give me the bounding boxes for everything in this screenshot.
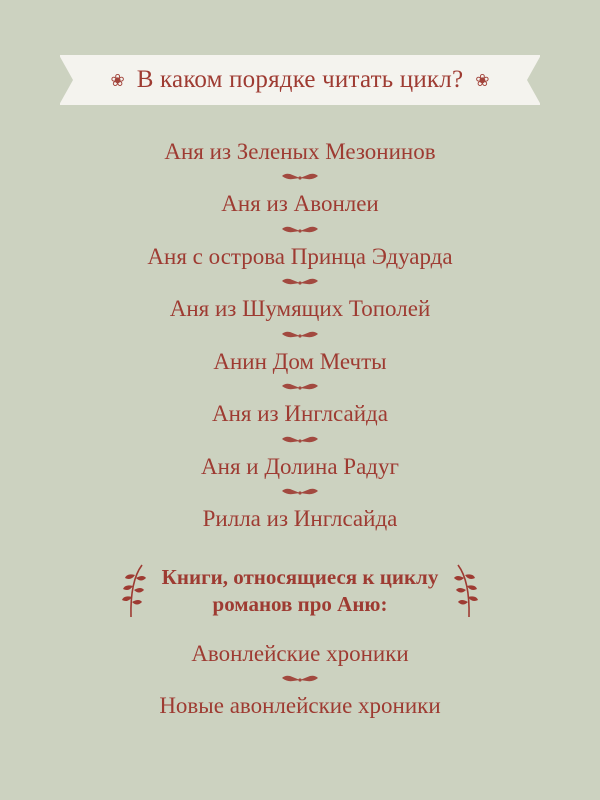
leaf-divider-icon [277,270,323,296]
related-section-heading [122,563,479,619]
branch-ornament-left-icon [122,563,148,619]
list-item: Аня с острова Принца Эдуарда [147,243,453,269]
leaf-divider-icon [277,218,323,244]
list-item: Аня из Зеленых Мезонинов [164,139,436,164]
list-item: Новые авонлейские хроники [159,692,441,718]
page-title: В каком порядке читать цикл? [136,66,464,93]
leaf-divider-icon [277,667,323,693]
leaf-divider-icon [277,323,323,349]
list-item: Аня из Инглсайда [212,401,388,427]
list-item: Анин Дом Мечты [213,348,387,374]
leaf-divider-icon [277,165,323,191]
list-item: Аня из Авонлеи [221,191,379,217]
banner-header [60,55,540,105]
leaf-ornament-right-icon: ❀ [475,70,490,90]
leaf-ornament-left-icon: ❀ [110,70,125,90]
related-heading-line2: романов про Аню: [212,591,388,616]
list-item: Авонлейские хроники [191,640,409,666]
leaf-divider-icon [277,375,323,401]
leaf-divider-icon [277,428,323,454]
list-item: Аня и Долина Радуг [201,453,399,479]
related-heading-line1: Книги, относящиеся к циклу [161,565,439,590]
list-item: Аня из Шумящих Тополей [169,296,431,322]
list-item: Рилла из Инглсайда [202,506,398,532]
related-book-list [0,641,600,719]
branch-ornament-right-icon [452,563,478,619]
series-book-list [0,139,600,533]
related-heading-text [162,564,439,617]
leaf-divider-icon [277,480,323,506]
